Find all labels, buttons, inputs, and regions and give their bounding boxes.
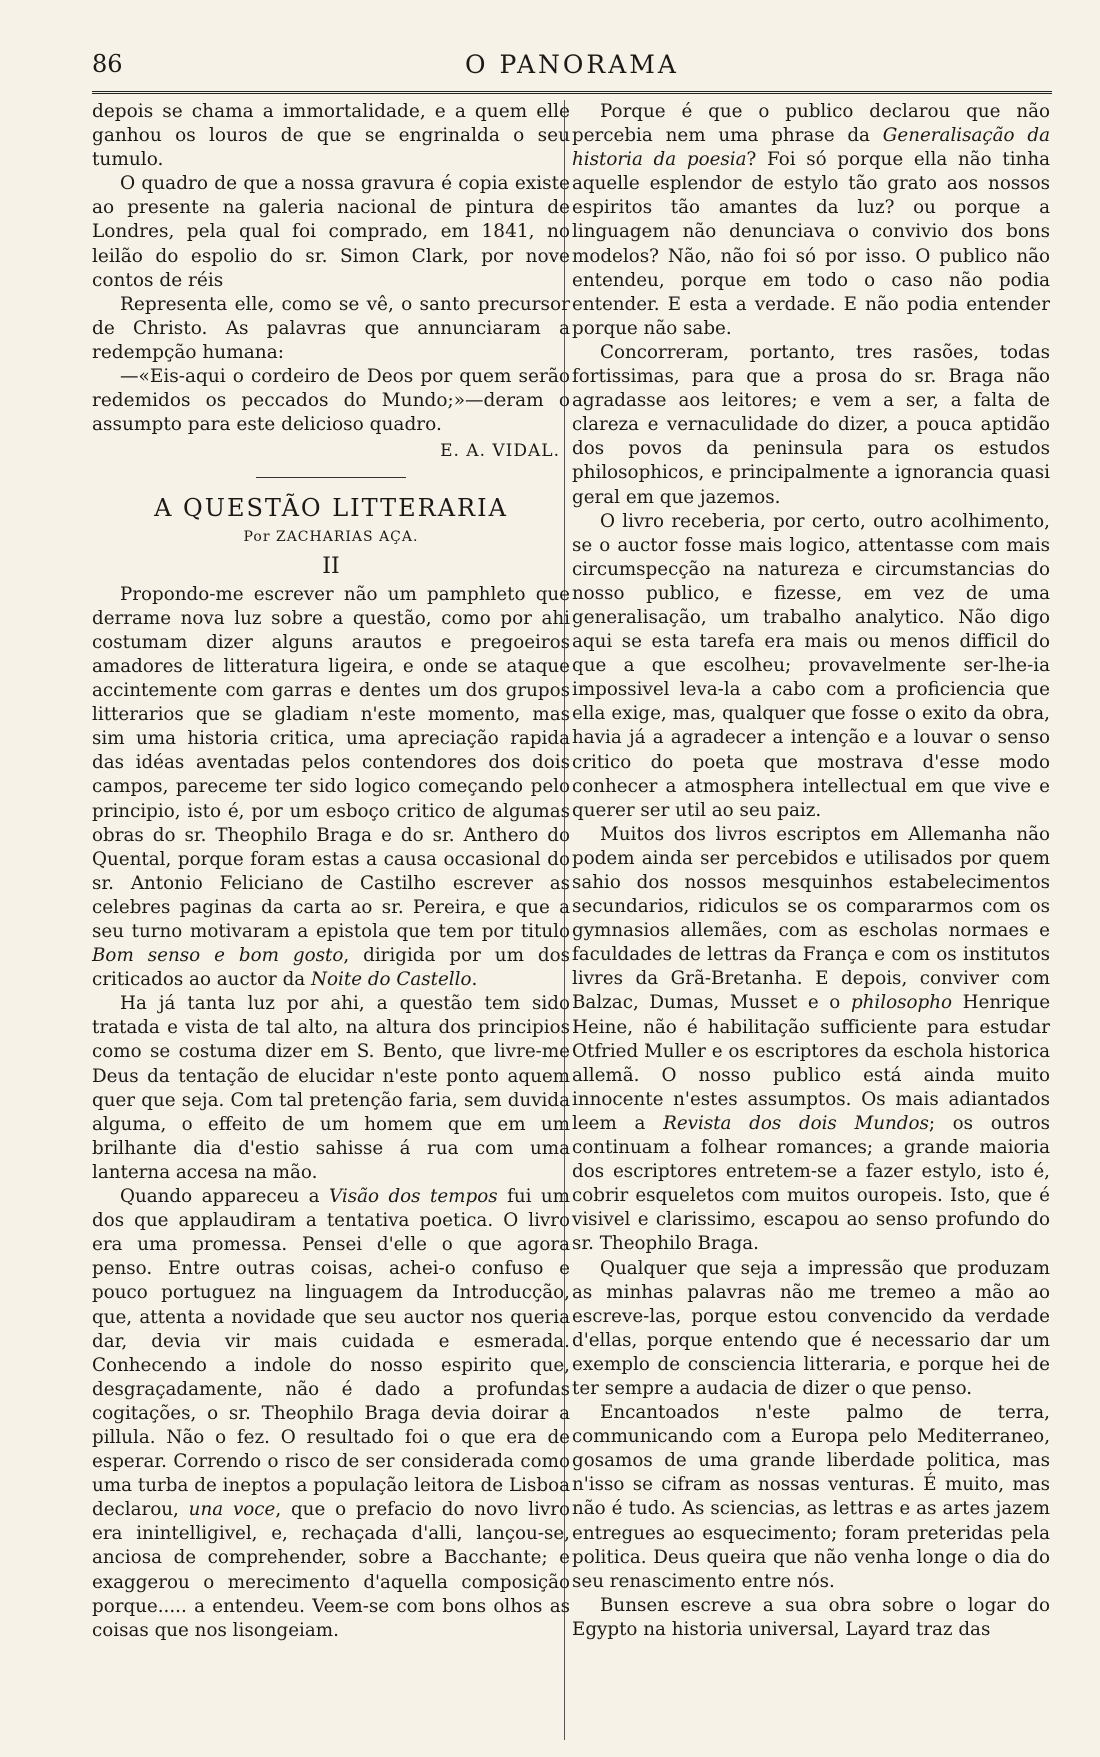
paragraph: Representa elle, como se vê, o santo precursor de Christo. As palavras que annunciaram a redempção humana:	[92, 293, 570, 363]
text-run: Henrique Heine, não é habilitação sufficiente para estudar Otfried Muller e os escriptores da eschola historica allemã. O nosso publico está ainda muito innocente n'estes assumptos. Os mais adiantados leem a	[572, 992, 1051, 1134]
text-run: , dirigida por um dos criticados ao auctor da	[92, 945, 570, 991]
paragraph: —«Eis-aqui o cordeiro de Deos por quem serão redemidos os peccados do Mundo;»—deram o assumpto para este delicioso quadro.	[92, 366, 570, 436]
paragraph: depois se chama a immortalidade, e a quem elle ganhou os louros de que se engrinalda o seu tumulo.	[92, 101, 570, 171]
text-run: .	[471, 969, 478, 991]
text-run: Porque é que o publico declarou que não percebia nem uma phrase da	[572, 101, 1050, 147]
article-byline: Por ZACHARIAS AÇA.	[243, 528, 419, 545]
italic-title: Revista dos dois Mundos	[663, 1112, 929, 1134]
paragraph	[572, 823, 1050, 1257]
paragraph: Ha já tanta luz por ahi, a questão tem sido tratada e vista de tal alto, na altura dos principios como se costuma dizer em S. Bento, que livre-me Deus da tentação de elucidar n'este ponto aquem quer que seja. Com tal pretenção faria, sem duvida alguma, o effeito de um homem que em um brilhante dia d'estio sahisse á rua com uma lanterna accesa na mão.	[92, 993, 570, 1183]
italic-title: Bom senso e bom gosto	[92, 945, 344, 967]
left-column	[92, 100, 570, 1643]
right-column	[572, 100, 1050, 1642]
italic-title: Generalisação da historia da poesia	[572, 125, 1051, 171]
section-rule	[256, 477, 406, 478]
journal-title: O PANORAMA	[465, 50, 679, 79]
paragraph: Bunsen escreve a sua obra sobre o logar do Egypto na historia universal, Layard traz das	[572, 1594, 1050, 1640]
text-run: fui um dos que applaudiram a tentativa poetica. O livro era uma promessa. Pensei d'elle o que agora penso. Entre outras coisas, achei-o confuso e pouco portuguez na linguagem da Introducção, que, attenta a novidade que seu auctor nos queria dar, devia vir mais cuidada e esmerada. Conhecendo a indole do nosso espirito que, desgraçadamente, não é dado a profundas cogitações, o sr. Theophilo Braga devia doirar a pillula. Não o fez. O resultado foi o que era de esperar. Correndo o risco de ser considerada como uma turba de ineptos a população leitora de Lisboa declarou,	[92, 1186, 571, 1521]
paragraph	[572, 100, 1050, 341]
header-rule	[92, 91, 1052, 94]
paragraph	[92, 1185, 570, 1643]
paragraph: O quadro de que a nossa gravura é copia existe ao presente na galeria nacional de pintura de Londres, pela qual foi comprado, em 1841, no leilão do espolio do sr. Simon Clark, por nove contos de réis	[92, 173, 570, 291]
page-number: 86	[92, 50, 123, 78]
text-run: Muitos dos livros escriptos em Allemanha não podem ainda ser percebidos e utilisados por quem sahio dos nossos mesquinhos estabelecimentos secundarios, ridiculos se os compararmos com os gymnasios allemães, com as escholas normaes e faculdades de lettras da França e com os institutos livres da Grã-Bretanha. E depois, conviver com Balzac, Dumas, Musset e o	[572, 823, 1050, 1014]
text-run: Propondo-me escrever não um pamphleto que derrame nova luz sobre a questão, como por ahi costumam dizer alguns arautos e pregoeiros amadores de litteratura ligeira, e onde se ataque accintemente com garras e dentes um dos grupos litterarios que se gladiam n'este momento, mas sim uma historia critica, uma apreciação rapida das idéas aventadas pelos contendores dos dois campos, pareceme ter sido logico começando pelo principio, isto é, por um esboço critico de algumas obras do sr. Theophilo Braga e do sr. Anthero do Quental, porque foram estas a causa occasional do sr. Antonio Feliciano de Castilho escrever as celebres paginas da carta ao sr. Pereira, e que a seu turno motivaram a epistola que tem por titulo	[92, 583, 570, 942]
italic-title: Visão dos tempos	[329, 1186, 498, 1208]
author-signature: E. A. VIDAL.	[440, 441, 560, 462]
text-run: ? Foi só porque ella não tinha aquelle esplendor de estylo tão grato aos nossos espiritos tão amantes da luz? ou porque a linguagem não denunciava o convivio dos bons modelos? Não, não foi só por isso. O publico não entendeu, porque em todo o caso não podia entender. E esta a verdade. E não podia entender porque não sabe.	[572, 149, 1051, 339]
article-title: A QUESTÃO LITTERARIA	[154, 494, 508, 523]
paragraph	[92, 583, 570, 993]
paragraph: O livro receberia, por certo, outro acolhimento, se o auctor fosse mais logico, attentasse com mais circumspecção na natureza e circumstancias do nosso publico, e fizesse, em vez de uma generalisação, um trabalho analytico. Não digo aqui se esta tarefa era mais ou menos difficil do que a que escolheu; provavelmente ser-lhe-ia impossivel leva-la a cabo com a proficiencia que ella exige, mas, qualquer que fosse o exito da obra, havia já a agradecer a intenção e a louvar o senso critico do poeta que mostrava d'esse modo conhecer a atmosphera intellectual em que vive e querer ser util ao seu paiz.	[572, 510, 1050, 821]
section-numeral: II	[322, 553, 340, 579]
article-body	[92, 583, 570, 1643]
page-header	[92, 50, 1052, 90]
paragraph: Encantoados n'este palmo de terra, communicando com a Europa pelo Mediterraneo, gosamos de uma grande liberdade politica, mas n'isso se cifram as nossas venturas. É muito, mas não é tudo. As sciencias, as lettras e as artes jazem entregues ao esquecimento; foram preteridas pela politica. Deus queira que não venha longe o dia do seu renascimento entre nós.	[572, 1402, 1050, 1592]
text-run: , que o prefacio do novo livro era inintelligivel, e, rechaçada d'alli, lançou-se, anciosa de comprehender, sobre a Bacchante; e exaggerou o merecimento d'aquella composição porque..... a entendeu. Veem-se com bons olhos as coisas que nos lisongeiam.	[92, 1499, 570, 1641]
paragraph: Concorreram, portanto, tres rasões, todas fortissimas, para que a prosa do sr. Braga não agradasse aos leitores; e vem a ser, a falta de clareza e vernaculidade do dizer, a pouca aptidão dos povos da peninsula para os estudos philosophicos, e principalmente a ignorancia quasi geral em que jazemos.	[572, 341, 1050, 508]
paragraph: Qualquer que seja a impressão que produzam as minhas palavras não me tremeo a mão ao escreve-las, porque estou convencido da verdade d'ellas, porque entendo que é necessario dar um exemplo de consciencia litteraria, e porque hei de ter sempre a audacia de dizer o que penso.	[572, 1257, 1050, 1399]
italic-phrase: una voce	[188, 1499, 276, 1521]
italic-word: philosopho	[850, 992, 952, 1014]
italic-title: Noite do Castello	[311, 969, 472, 991]
text-run: Quando appareceu a	[120, 1186, 320, 1208]
text-run: ; os outros continuam a folhear romances; a grande maioria dos escriptores entretem-se a fazer estylo, isto é, cobrir esqueletos com muitos ouropeis. Isto, que é visivel e clarissimo, escapou ao senso profundo do sr. Theophilo Braga.	[572, 1112, 1050, 1255]
